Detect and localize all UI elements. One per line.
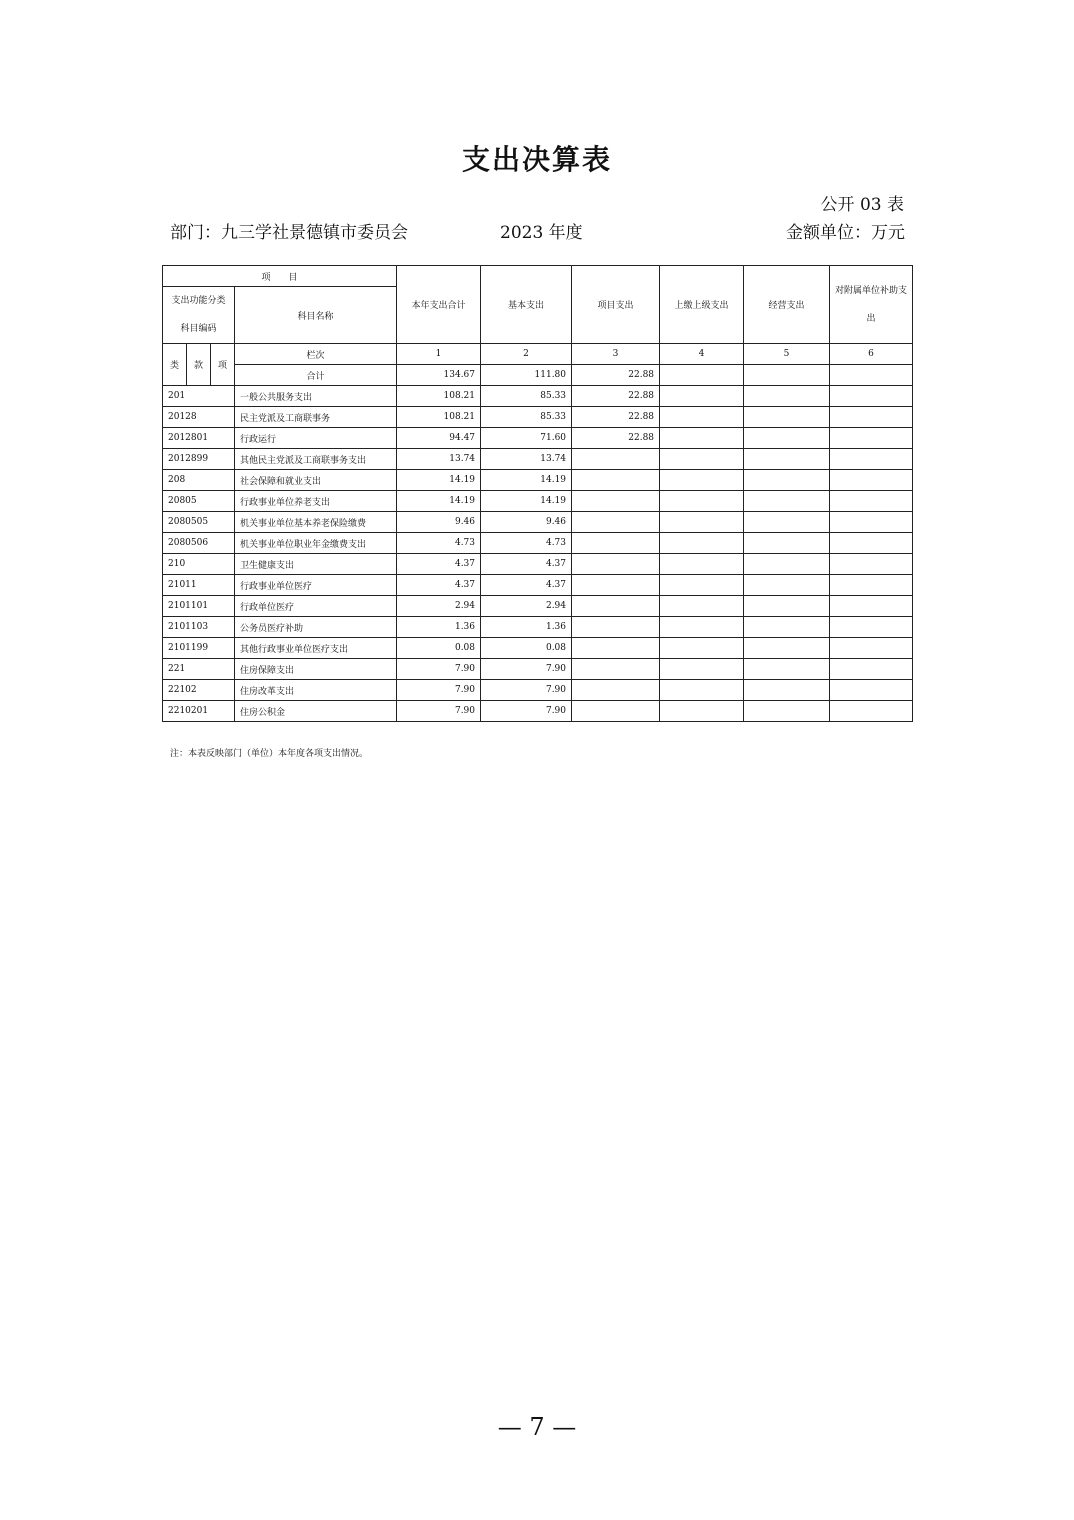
row-business — [744, 470, 830, 491]
header-subsidiary: 对附属单位补助支出 — [830, 266, 913, 344]
table-row — [163, 596, 913, 617]
row-project — [572, 617, 660, 638]
row-project — [572, 680, 660, 701]
row-project — [572, 512, 660, 533]
row-business — [744, 659, 830, 680]
header-kuan: 款 — [187, 344, 211, 386]
total-subsidiary — [830, 365, 913, 386]
row-code: 22102 — [163, 680, 235, 701]
row-subject-name: 一般公共服务支出 — [235, 386, 397, 407]
row-total: 94.47 — [397, 428, 481, 449]
row-subsidiary — [830, 638, 913, 659]
table-row — [163, 575, 913, 596]
row-project — [572, 449, 660, 470]
table-row — [163, 617, 913, 638]
row-business — [744, 554, 830, 575]
row-business — [744, 428, 830, 449]
row-subject-name: 机关事业单位基本养老保险缴费 — [235, 512, 397, 533]
table-row — [163, 701, 913, 722]
table-row — [163, 470, 913, 491]
row-total: 4.37 — [397, 554, 481, 575]
header-column-order: 栏次 — [235, 344, 397, 365]
row-business — [744, 596, 830, 617]
table-row — [163, 386, 913, 407]
header-lei: 类 — [163, 344, 187, 386]
row-subject-name: 住房保障支出 — [235, 659, 397, 680]
header-subject-name: 科目名称 — [235, 287, 397, 344]
row-total: 9.46 — [397, 512, 481, 533]
row-subsidiary — [830, 575, 913, 596]
table-row — [163, 512, 913, 533]
row-business — [744, 449, 830, 470]
row-basic: 4.37 — [481, 575, 572, 596]
row-total: 108.21 — [397, 386, 481, 407]
col-num: 1 — [397, 344, 481, 365]
header-code-group: 支出功能分类科目编码 — [163, 287, 235, 344]
row-project — [572, 638, 660, 659]
row-project: 22.88 — [572, 386, 660, 407]
row-subsidiary — [830, 680, 913, 701]
row-project — [572, 701, 660, 722]
row-code: 221 — [163, 659, 235, 680]
row-code: 2080505 — [163, 512, 235, 533]
row-business — [744, 638, 830, 659]
row-subject-name: 住房公积金 — [235, 701, 397, 722]
row-total: 7.90 — [397, 701, 481, 722]
total-business — [744, 365, 830, 386]
header-basic: 基本支出 — [481, 266, 572, 344]
row-basic: 85.33 — [481, 386, 572, 407]
row-subject-name: 卫生健康支出 — [235, 554, 397, 575]
row-project — [572, 554, 660, 575]
row-subject-name: 其他行政事业单位医疗支出 — [235, 638, 397, 659]
row-subsidiary — [830, 533, 913, 554]
row-basic: 0.08 — [481, 638, 572, 659]
row-business — [744, 533, 830, 554]
row-project — [572, 491, 660, 512]
row-total: 0.08 — [397, 638, 481, 659]
table-row — [163, 491, 913, 512]
amount-unit: 金额单位：万元 — [786, 223, 905, 243]
row-basic: 1.36 — [481, 617, 572, 638]
row-basic: 2.94 — [481, 596, 572, 617]
row-subject-name: 社会保障和就业支出 — [235, 470, 397, 491]
table-row — [163, 533, 913, 554]
row-basic: 71.60 — [481, 428, 572, 449]
table-row — [163, 659, 913, 680]
row-business — [744, 407, 830, 428]
header-project-expense: 项目支出 — [572, 266, 660, 344]
row-subject-name: 住房改革支出 — [235, 680, 397, 701]
row-upper-level — [660, 512, 744, 533]
row-subject-name: 行政运行 — [235, 428, 397, 449]
meta-row — [170, 218, 905, 242]
row-upper-level — [660, 386, 744, 407]
row-subsidiary — [830, 428, 913, 449]
row-business — [744, 701, 830, 722]
row-project — [572, 575, 660, 596]
header-project: 项 目 — [163, 266, 397, 287]
row-code: 2012801 — [163, 428, 235, 449]
row-subject-name: 公务员医疗补助 — [235, 617, 397, 638]
row-total: 4.73 — [397, 533, 481, 554]
row-code: 2012899 — [163, 449, 235, 470]
total-row — [163, 365, 913, 386]
page-title: 支出决算表 — [461, 143, 612, 176]
row-upper-level — [660, 407, 744, 428]
col-num: 2 — [481, 344, 572, 365]
row-subsidiary — [830, 596, 913, 617]
row-subject-name: 机关事业单位职业年金缴费支出 — [235, 533, 397, 554]
row-upper-level — [660, 470, 744, 491]
row-upper-level — [660, 491, 744, 512]
col-num: 4 — [660, 344, 744, 365]
row-total: 2.94 — [397, 596, 481, 617]
total-upper-level — [660, 365, 744, 386]
row-code: 201 — [163, 386, 235, 407]
document-number: 公开 03 表 — [820, 195, 904, 215]
table-note: 注：本表反映部门（单位）本年度各项支出情况。 — [170, 749, 369, 759]
row-business — [744, 680, 830, 701]
row-business — [744, 386, 830, 407]
row-code: 2101103 — [163, 617, 235, 638]
row-basic: 13.74 — [481, 449, 572, 470]
row-upper-level — [660, 659, 744, 680]
row-basic: 4.73 — [481, 533, 572, 554]
row-basic: 9.46 — [481, 512, 572, 533]
row-project — [572, 533, 660, 554]
row-upper-level — [660, 554, 744, 575]
row-subsidiary — [830, 617, 913, 638]
row-upper-level — [660, 575, 744, 596]
row-code: 20805 — [163, 491, 235, 512]
fiscal-year: 2023 年度 — [500, 223, 583, 243]
row-code: 2210201 — [163, 701, 235, 722]
row-total: 4.37 — [397, 575, 481, 596]
row-upper-level — [660, 449, 744, 470]
table-body — [163, 386, 913, 722]
table-row — [163, 428, 913, 449]
row-total: 1.36 — [397, 617, 481, 638]
row-basic: 7.90 — [481, 701, 572, 722]
row-subsidiary — [830, 512, 913, 533]
row-business — [744, 491, 830, 512]
row-total: 14.19 — [397, 491, 481, 512]
department-label: 部门：九三学社景德镇市委员会 — [170, 223, 408, 243]
row-upper-level — [660, 701, 744, 722]
row-basic: 85.33 — [481, 407, 572, 428]
col-num: 6 — [830, 344, 913, 365]
table-row — [163, 638, 913, 659]
table-row — [163, 407, 913, 428]
expenditure-table — [162, 265, 913, 722]
row-subsidiary — [830, 701, 913, 722]
row-subject-name: 民主党派及工商联事务 — [235, 407, 397, 428]
row-basic: 14.19 — [481, 470, 572, 491]
row-subsidiary — [830, 407, 913, 428]
total-basic: 111.80 — [481, 365, 572, 386]
header-total: 本年支出合计 — [397, 266, 481, 344]
row-project: 22.88 — [572, 407, 660, 428]
table-row — [163, 680, 913, 701]
row-total: 7.90 — [397, 659, 481, 680]
row-code: 208 — [163, 470, 235, 491]
row-subsidiary — [830, 386, 913, 407]
row-code: 210 — [163, 554, 235, 575]
table-row — [163, 554, 913, 575]
row-business — [744, 512, 830, 533]
header-upper-level: 上缴上级支出 — [660, 266, 744, 344]
total-label: 合计 — [235, 365, 397, 386]
row-code: 2101101 — [163, 596, 235, 617]
row-subject-name: 行政事业单位医疗 — [235, 575, 397, 596]
row-basic: 7.90 — [481, 680, 572, 701]
col-num: 3 — [572, 344, 660, 365]
header-business: 经营支出 — [744, 266, 830, 344]
row-upper-level — [660, 680, 744, 701]
row-project: 22.88 — [572, 428, 660, 449]
total-amount: 134.67 — [397, 365, 481, 386]
row-basic: 7.90 — [481, 659, 572, 680]
row-upper-level — [660, 428, 744, 449]
row-project — [572, 596, 660, 617]
row-upper-level — [660, 533, 744, 554]
table-row — [163, 449, 913, 470]
row-code: 20128 — [163, 407, 235, 428]
page-number: — 7 — — [497, 1413, 577, 1441]
row-total: 7.90 — [397, 680, 481, 701]
row-upper-level — [660, 596, 744, 617]
row-total: 13.74 — [397, 449, 481, 470]
row-upper-level — [660, 638, 744, 659]
row-subsidiary — [830, 470, 913, 491]
row-business — [744, 575, 830, 596]
header-xiang: 项 — [211, 344, 235, 386]
row-subsidiary — [830, 659, 913, 680]
row-project — [572, 470, 660, 491]
row-subsidiary — [830, 449, 913, 470]
row-project — [572, 659, 660, 680]
row-subject-name: 行政事业单位养老支出 — [235, 491, 397, 512]
row-subject-name: 行政单位医疗 — [235, 596, 397, 617]
row-total: 108.21 — [397, 407, 481, 428]
total-project: 22.88 — [572, 365, 660, 386]
row-subject-name: 其他民主党派及工商联事务支出 — [235, 449, 397, 470]
row-code: 2080506 — [163, 533, 235, 554]
col-num: 5 — [744, 344, 830, 365]
row-code: 21011 — [163, 575, 235, 596]
row-basic: 14.19 — [481, 491, 572, 512]
row-subsidiary — [830, 554, 913, 575]
row-subsidiary — [830, 491, 913, 512]
row-code: 2101199 — [163, 638, 235, 659]
row-total: 14.19 — [397, 470, 481, 491]
row-upper-level — [660, 617, 744, 638]
row-basic: 4.37 — [481, 554, 572, 575]
row-business — [744, 617, 830, 638]
